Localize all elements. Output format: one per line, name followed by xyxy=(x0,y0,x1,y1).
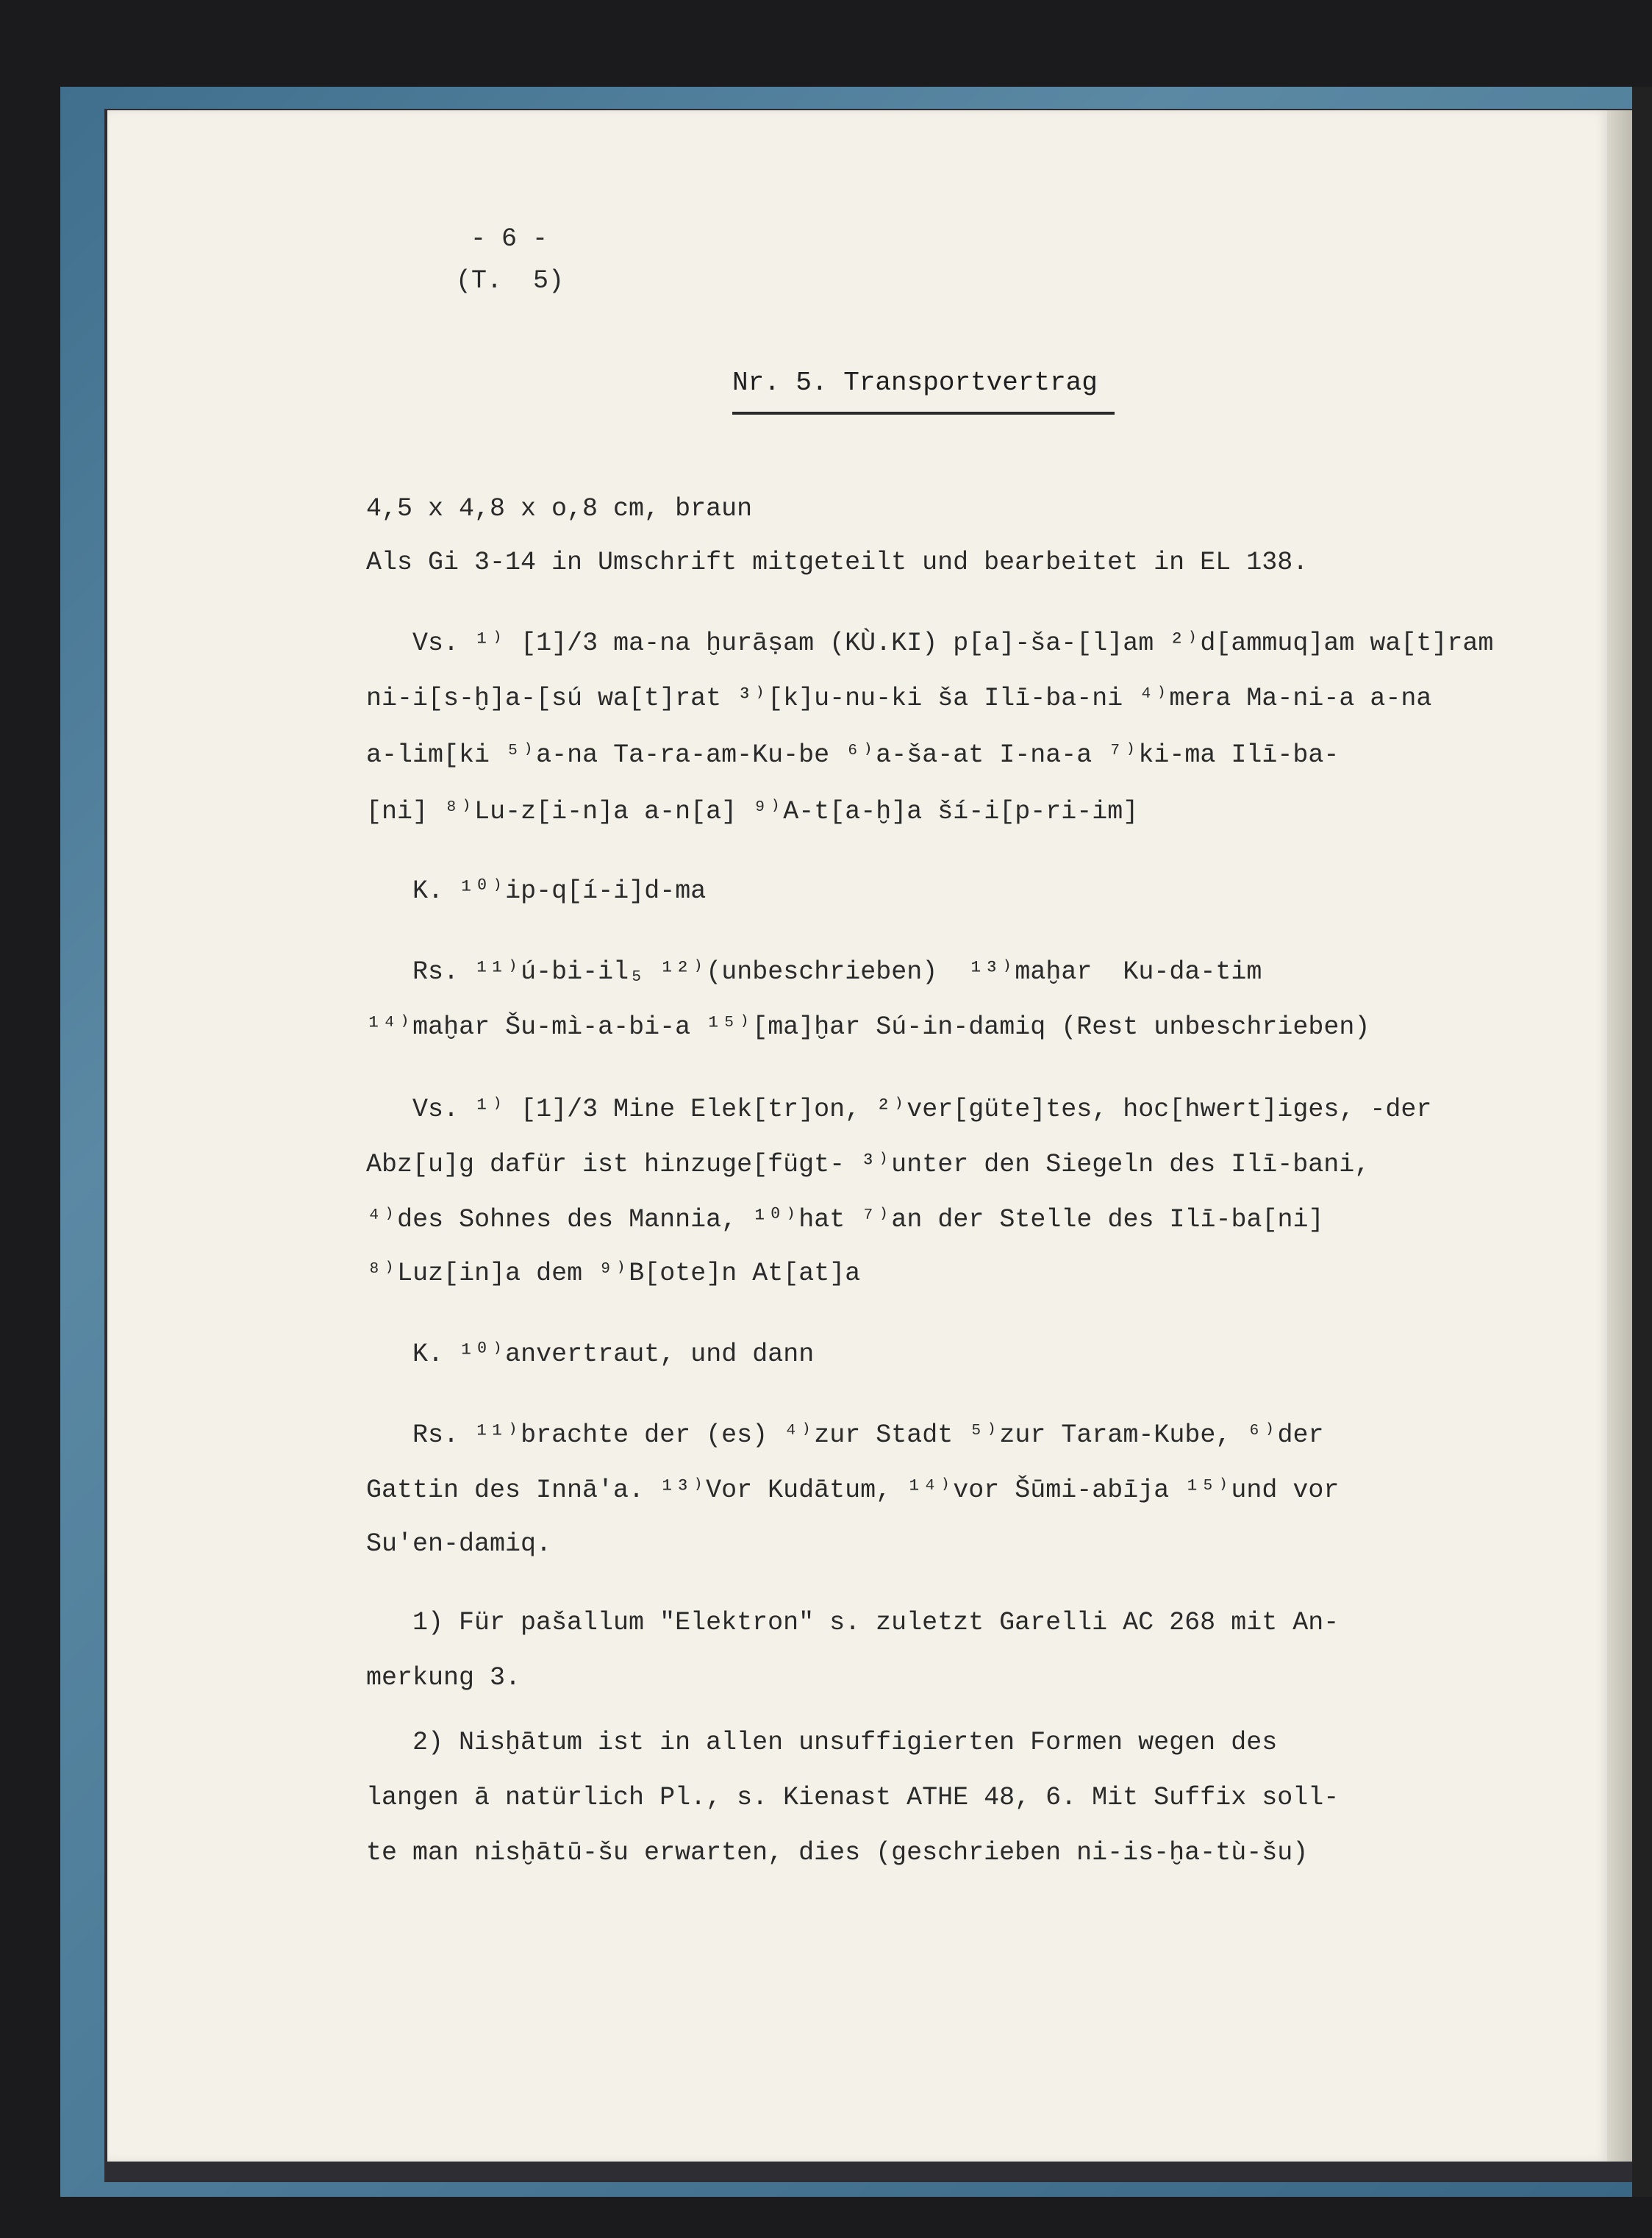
text-line-17: Su'en-damiq. xyxy=(366,1529,552,1559)
text-line-13: ⁸⁾Luz[in]a dem ⁹⁾B[ote]n At[at]a xyxy=(366,1259,861,1288)
text-line-6: [ni] ⁸⁾Lu-z[i-n]a a-n[a] ⁹⁾A-t[a-ḫ]a ší-i[p-ri-im] xyxy=(366,797,1139,826)
page-number: - 6 - xyxy=(471,224,548,254)
text-line-14: K. ¹⁰⁾anvertraut, und dann xyxy=(366,1340,815,1369)
text-line-4: ni-i[s-ḫ]a-[sú wa[t]rat ³⁾[k]u-nu-ki ša Ilī-ba-ni ⁴⁾mera Ma-ni-a a-na xyxy=(366,684,1432,713)
text-line-5: a-lim[ki ⁵⁾a-na Ta-ra-am-Ku-be ⁶⁾a-ša-at I-na-a ⁷⁾ki-ma Ilī-ba- xyxy=(366,740,1340,770)
text-line-3: Vs. ¹⁾ [1]/3 ma-na ḫurāṣam (KÙ.KI) p[a]-ša-[l]am ²⁾d[ammuq]am wa[t]ram xyxy=(366,629,1494,658)
document-title: Nr. 5. Transportvertrag xyxy=(732,368,1098,398)
text-line-19: merkung 3. xyxy=(366,1663,521,1692)
text-line-20: 2) Nisḫātum ist in allen unsuffigierten Formen wegen des xyxy=(366,1728,1278,1757)
text-line-1: 4,5 x 4,8 x o,8 cm, braun xyxy=(366,494,753,523)
text-line-2: Als Gi 3-14 in Umschrift mitgeteilt und bearbeitet in EL 138. xyxy=(366,548,1309,577)
title-underline xyxy=(732,412,1115,415)
text-line-7: K. ¹⁰⁾ip-q[í-i]d-ma xyxy=(366,876,707,906)
text-line-15: Rs. ¹¹⁾brachte der (es) ⁴⁾zur Stadt ⁵⁾zur Taram-Kube, ⁶⁾der xyxy=(366,1420,1324,1450)
right-background xyxy=(1632,87,1652,2197)
text-line-21: langen ā natürlich Pl., s. Kienast ATHE 48, 6. Mit Suffix soll- xyxy=(366,1783,1340,1812)
text-line-9: ¹⁴⁾maḫar Šu-mì-a-bi-a ¹⁵⁾[ma]ḫar Sú-in-damiq (Rest unbeschrieben) xyxy=(366,1012,1370,1042)
text-line-11: Abz[u]g dafür ist hinzuge[fügt- ³⁾unter den Siegeln des Ilī-bani, xyxy=(366,1150,1370,1179)
text-line-12: ⁴⁾des Sohnes des Mannia, ¹⁰⁾hat ⁷⁾an der Stelle des Ilī-ba[ni] xyxy=(366,1205,1324,1234)
text-reference: (T. 5) xyxy=(456,266,565,296)
text-line-16: Gattin des Innā'a. ¹³⁾Vor Kudātum, ¹⁴⁾vor Šūmi-abīja ¹⁵⁾und vor xyxy=(366,1476,1340,1505)
text-line-10: Vs. ¹⁾ [1]/3 Mine Elek[tr]on, ²⁾ver[güte]tes, hoc[hwert]iges, -der xyxy=(366,1095,1432,1124)
text-line-22: te man nisḫātū-šu erwarten, dies (geschrieben ni-is-ḫa-tù-šu) xyxy=(366,1838,1309,1867)
text-line-8: Rs. ¹¹⁾ú-bi-il₅ ¹²⁾(unbeschrieben) ¹³⁾maḫar Ku-da-tim xyxy=(366,957,1262,987)
page-edge xyxy=(1607,110,1632,2162)
text-line-18: 1) Für pašallum "Elektron" s. zuletzt Garelli AC 268 mit An- xyxy=(366,1608,1340,1637)
